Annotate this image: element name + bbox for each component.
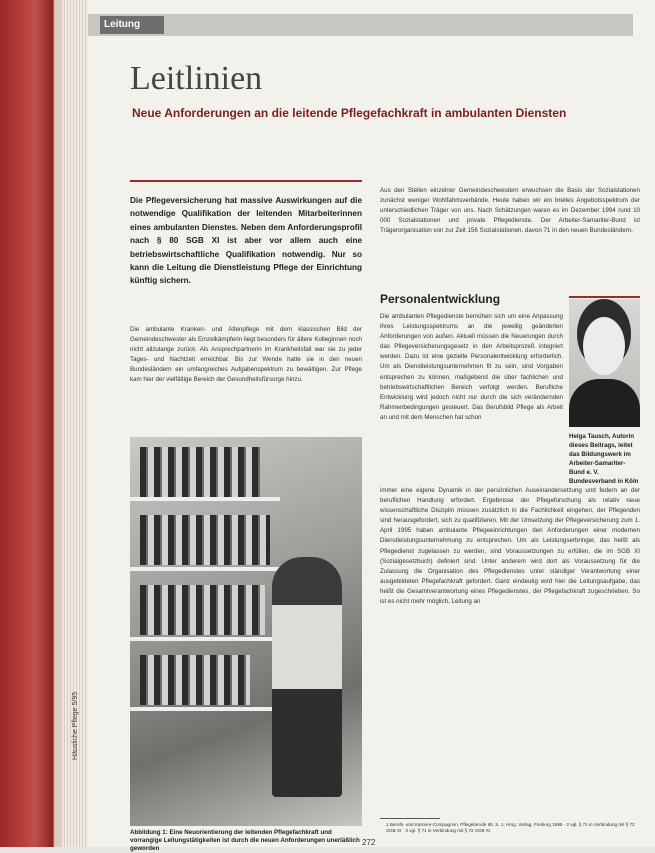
footnote-rule xyxy=(380,818,440,819)
body-paragraph: Die ambulante Kranken- und Altenpflege mit dem klassischen Bild der Gemeindeschwester als Einzelkämpferin liegt besonders für ältere Kolleginnen noch nicht allzulange zurück. Als Ansprechpartnerin im Krankheitsfall war sie zu jeder Tages- und Nachtzeit erreichbar. Bis zur Wende hatte sie in den neuen Bundesländern ein umfangreiches Aufgabenspektrum zu bewältigen. Zur Pflege kam hier der vielfältige Bereich der Gesundheitsfürsorge hinzu. xyxy=(130,326,362,383)
shelf xyxy=(130,497,280,501)
body-paragraph: Aus den Stellen einzelner Gemeindeschwestern erwuchsen die Basis der Sozialstationen zunächst weniger Wohlfahrtsverbände. Heute haben wir ein breites Angebotsspektrum der unterschiedlichen Träger von uns. Nach Schätzungen waren es im Dezember 1994 rund 10 000 Sozialstationen und private Pflegedienste. Der Arbeiter-Samariter-Bund ist Trägerorganisation von zur Zeit 156 Sozialstationen, davon 71 in den neuen Bundesländern. xyxy=(380,187,640,234)
section-label: Leitung xyxy=(100,16,164,34)
books xyxy=(140,515,270,565)
article-photo xyxy=(130,437,362,826)
author-portrait xyxy=(569,299,640,427)
footnotes: 1 Berufs- und Karriere-Compagnon, Pflegeberufe 95, S. 1, Hrsg. Verlag, Freiburg 1995 · 2 vgl. § 71 in Verbindung mit § 72 SGB XI · 3 vgl. § 71 in Verbindung mit § 72 SGB XI xyxy=(386,822,635,833)
header-bar xyxy=(88,14,633,36)
body-paragraph: Die ambulanten Pflegedienste bemühen sich um eine Anpassung ihres Leistungsspektrums an die jeweilig geänderten Anforderungen von außen. Aktuell müssen die Neuerungen durch das Pflegeversicherungsgesetz in den Arbeitsprozeß integriert werden. Dazu ist eine gezielte Personalentwicklung erforderlich. Um als Dienstleistungsunternehmen fit zu sein, sind Vorgaben entsprechen zu können, maßgebend die über fachlichen und betriebswirtschaftlichen Bereich verfolgt werden. Berufliche Entwicklung wird jedoch nicht nur durch die sich verändernden Rahmenbedingungen gesteuert. Das Berufsbild Pflege als Arbeit an und mit dem Menschen hat schon xyxy=(380,313,563,421)
section-heading: Personalentwicklung xyxy=(380,292,501,306)
face xyxy=(583,317,625,375)
books xyxy=(140,447,260,497)
spine-text: Häusliche Pflege 5/95 xyxy=(72,691,79,760)
page-number: 272 xyxy=(362,838,376,847)
portrait-rule xyxy=(569,296,640,298)
shoulders xyxy=(569,379,640,427)
author-bio: Helga Tausch, Autorin dieses Beitrags, leitet das Bildungswerk im Arbeiter-Samariter-Bund e. V. Bundesverband in Köln xyxy=(569,433,639,485)
article-subtitle: Neue Anforderungen an die leitende Pflegefachkraft in ambulanten Diensten xyxy=(132,106,567,120)
person-figure xyxy=(272,557,342,797)
shelf xyxy=(130,707,280,711)
shelf xyxy=(130,567,280,571)
article-title: Leitlinien xyxy=(130,60,263,97)
lead-paragraph: Die Pflegeversicherung hat massive Auswirkungen auf die notwendige Qualifikation der leitenden Mitarbeiterinnen eines ambulanten Dienstes. Neben dem Anforderungsprofil nach § 80 SGB XI ist aber vor allem auch eine betriebswirtschaftliche Qualifikation notwendig. Nur so kann die Leitung die Dienstleistung Pflege der Einrichtung künftig sichern. xyxy=(130,196,362,286)
shelf xyxy=(130,637,280,641)
divider-rule xyxy=(130,180,362,182)
body-paragraph: immer eine eigene Dynamik in der persönlichen Auseinandersetzung und federn an der beruflichen Handlung erfordert. Ergebnisse der Pflegeforschung als relativ neue wissenschaftliche Disziplin müssen zusätzlich in die Fachlichkeit eingehen, der Pflegenden sind herausgefordert, sich zu qualifizieren. Mit der Umsetzung der Pflegeversicherung zum 1. April 1995 haben ambulante Pflegeeinrichtungen den Anforderungen einer modernen Dienstleistungsunternehmung zu entsprechen. Um als Leistungserbringer, das heißt als Pflegedienst zugelassen zu werden, sind Voraussetzungen zu erfüllen, die im SGB XI (Sozialgesetzbuch) definiert sind. Unter anderem wird dort als Voraussetzung für die Zulassung die Organisation des Pflegedienstes unter ständiger Verantwortung einer ausgebildeten Pflegefachkraft gefordert. Ganz eindeutig wird hier die Leitungsaufgabe, das heißt die Gesamtverantwortung eines Pflegedienstes, der Pflegefachkraft zugeschrieben. So ist es nicht mehr möglich, Leitung an xyxy=(380,487,640,606)
books xyxy=(140,585,265,635)
photo-caption: Abbildung 1: Eine Neuorientierung der leitenden Pflegefachkraft und vorrangige Leitungstätigkeiten ist durch die neuen Anforderungen unerläßlich geworden xyxy=(130,829,360,852)
books xyxy=(140,655,250,705)
